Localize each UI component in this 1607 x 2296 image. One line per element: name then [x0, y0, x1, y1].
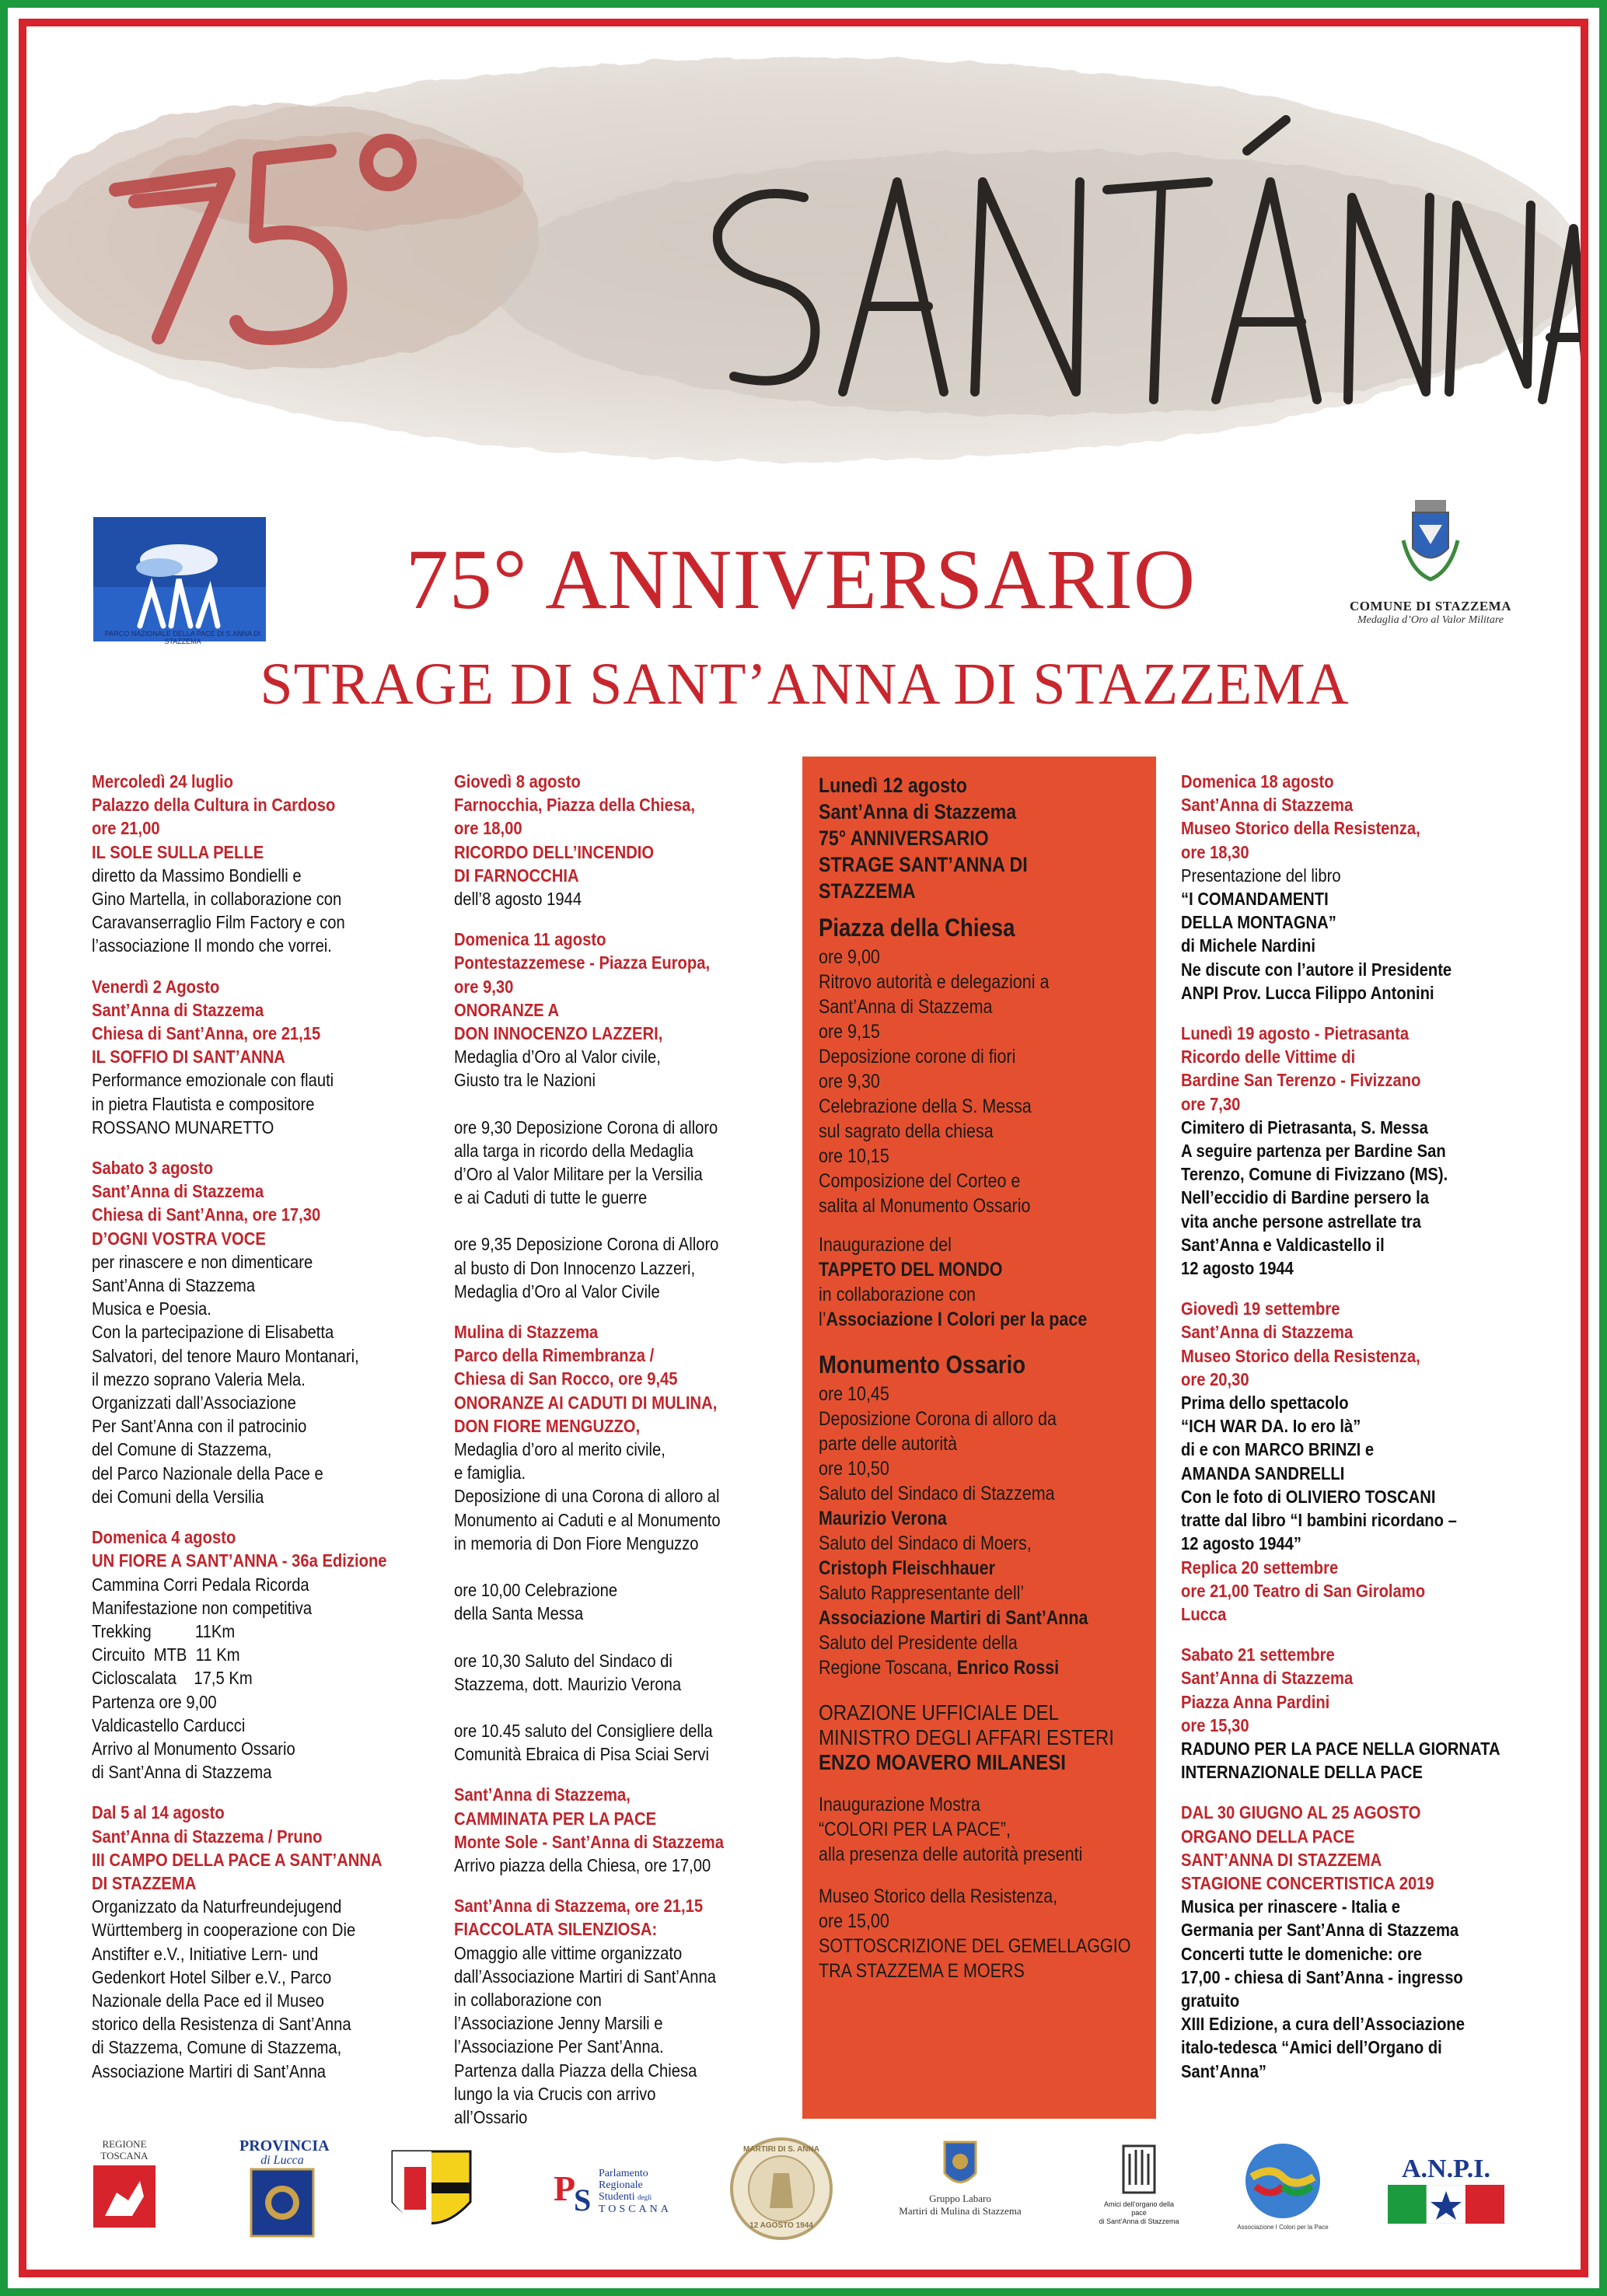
- event-text: Stazzema, dott. Maurizio Verona: [454, 1673, 682, 1694]
- program-line: Museo Storico della Resistenza,: [819, 1885, 1058, 1907]
- martiri-seal: [727, 2134, 836, 2243]
- event-title: CAMMINATA PER LA PACE: [454, 1808, 657, 1829]
- event-text: RADUNO PER LA PACE NELLA GIORNATA: [1181, 1738, 1500, 1759]
- event-text: Manifestazione non competitiva: [92, 1597, 313, 1618]
- event-title: UN FIORE A SANT’ANNA - 36a Edizione: [92, 1550, 387, 1571]
- program-line: ore 10,15: [819, 1145, 889, 1167]
- event-text: XIII Edizione, a cura dell’Associazione: [1181, 2014, 1466, 2035]
- event-24-luglio: [92, 770, 426, 958]
- event-text: ore 10,30 Saluto del Sindaco di: [454, 1650, 672, 1671]
- event-text: DELLA MONTAGNA”: [1181, 912, 1336, 933]
- prs-mark-icon: [552, 2158, 599, 2220]
- event-date: Lunedì 19 agosto - Pietrasanta: [1181, 1023, 1410, 1044]
- event-text: ore 10.45 saluto del Consigliere della: [454, 1720, 713, 1741]
- event-text: del Parco Nazionale della Pace e: [92, 1463, 323, 1483]
- event-title: DAL 30 GIUGNO AL 25 AGOSTO: [1181, 1802, 1421, 1823]
- event-text: Partenza ore 9,00: [92, 1691, 217, 1712]
- event-text: Sant’Anna”: [1181, 2060, 1267, 2081]
- event-text: di Stazzema, Comune di Stazzema,: [92, 2037, 342, 2058]
- event-text: Con le foto di OLIVIERO TOSCANI: [1181, 1486, 1436, 1507]
- event-4-agosto: [92, 1525, 426, 1784]
- program-line: Saluto del Presidente della: [819, 1632, 1018, 1654]
- park-logo-caption: PARCO NAZIONALE DELLA PACE DI S.ANNA DI STAZZEMA: [104, 630, 261, 645]
- event-place: Sant’Anna di Stazzema,: [454, 1784, 631, 1805]
- event-text: gratuito: [1181, 1990, 1240, 2011]
- event-time: ore 20,30: [1181, 1368, 1249, 1389]
- event-place: Chiesa di San Rocco, ore 9,45: [454, 1368, 678, 1389]
- comune-name: COMUNE DI STAZZEMA: [1350, 599, 1511, 613]
- program-line: ore 15,00: [819, 1910, 889, 1932]
- stazzema-crest-icon: [389, 2147, 474, 2241]
- program-line: ore 10,45: [819, 1383, 889, 1405]
- event-text: Associazione Martiri di Sant’Anna: [92, 2060, 327, 2081]
- event-text: Medaglia d’Oro al Valor Civile: [454, 1281, 660, 1302]
- event-text: in collaborazione con: [454, 1989, 602, 2010]
- event-text: Per Sant’Anna con il patrocinio: [92, 1416, 307, 1437]
- logo-label: Martiri di Mulina di Stazzema: [899, 2205, 1022, 2217]
- event-text: Cammina Corri Pedala Ricorda: [92, 1574, 309, 1595]
- event-text: Deposizione di una Corona di alloro al: [454, 1486, 720, 1507]
- event-date: Dal 5 al 14 agosto: [92, 1802, 225, 1823]
- event-3-agosto: [92, 1156, 426, 1508]
- event-text: Nazionale della Pace ed il Museo: [92, 1990, 324, 2011]
- program-line: Celebrazione della S. Messa: [819, 1096, 1032, 1117]
- event-title: ORGANO DELLA PACE: [1181, 1826, 1355, 1847]
- event-text: 17,00 - chiesa di Sant’Anna - ingresso: [1181, 1966, 1463, 1987]
- comune-medal-line: Medaglia d’Oro al Valor Militare: [1357, 614, 1504, 626]
- program-heading: 75° ANNIVERSARIO: [819, 826, 989, 850]
- event-text: Omaggio alle vittime organizzato: [454, 1942, 683, 1963]
- event-text: ore 9,30 Deposizione Corona di alloro: [454, 1117, 718, 1138]
- seal-text: 12 AGOSTO 1944: [749, 2221, 813, 2230]
- event-place: Sant’Anna di Stazzema / Pruno: [92, 1826, 323, 1847]
- colori-pace-logo: [1228, 2138, 1337, 2239]
- event-date: Mercoledì 24 luglio: [92, 771, 233, 792]
- program-line: Inaugurazione del: [819, 1234, 952, 1256]
- associazione-martiri: Associazione Martiri di Sant’Anna: [819, 1607, 1088, 1629]
- replica-line: Replica 20 settembre: [1181, 1557, 1339, 1578]
- event-text: Musica e Poesia.: [92, 1298, 211, 1319]
- event-time: ore 7,30: [1181, 1093, 1241, 1114]
- event-text: ore 10,00 Celebrazione: [454, 1580, 618, 1601]
- event-title: ONORANZE AI CADUTI DI MULINA,: [454, 1392, 718, 1413]
- event-time: ore 18,30: [1181, 841, 1249, 862]
- program-line: ore 9,30: [819, 1071, 880, 1092]
- event-text: del Comune di Stazzema,: [92, 1439, 272, 1460]
- program-line: parte delle autorità: [819, 1433, 958, 1455]
- event-place: Sant’Anna di Stazzema: [92, 1181, 264, 1202]
- program-line: Deposizione corone di fiori: [819, 1046, 1016, 1068]
- minister-name: ENZO MOAVERO MILANESI: [819, 1750, 1066, 1774]
- program-line: ore 9,00: [819, 946, 880, 968]
- event-place: Museo Storico della Resistenza,: [1181, 818, 1420, 839]
- event-text: 12 agosto 1944”: [1181, 1533, 1302, 1554]
- event-text: A seguire partenza per Bardine San: [1181, 1141, 1446, 1162]
- logo-label: PROVINCIA: [239, 2137, 330, 2154]
- parco-pace-logo: [93, 517, 266, 641]
- program-line: TRA STAZZEMA E MOERS: [819, 1960, 1025, 1982]
- event-text: al busto di Don Innocenzo Lazzeri,: [454, 1257, 696, 1278]
- svg-text:S: S: [574, 2182, 592, 2217]
- event-date: Domenica 4 agosto: [92, 1527, 236, 1548]
- event-text: italo-tedesca “Amici dell’Organo di: [1181, 2037, 1442, 2058]
- spacer: [454, 1209, 788, 1232]
- event-title: SANT’ANNA DI STAZZEMA: [1181, 1849, 1382, 1870]
- event-18-agosto: [1181, 770, 1515, 1005]
- event-text: in pietra Flautista e compositore: [92, 1093, 315, 1114]
- anniversary-program: [819, 772, 1140, 1983]
- event-title: III CAMPO DELLA PACE A SANT’ANNA: [92, 1849, 383, 1870]
- event-text: di e con MARCO BRINZI e: [1181, 1439, 1375, 1460]
- event-text: Anstifter e.V., Initiative Lern- und: [92, 1943, 319, 1964]
- program-line: Saluto Rappresentante dell’: [819, 1582, 1025, 1604]
- event-text: di Michele Nardini: [1181, 935, 1315, 956]
- event-5-14-agosto: [92, 1801, 426, 2082]
- event-text: Monumento ai Caduti e al Monumento: [454, 1509, 721, 1530]
- associazione-colori-pace: Associazione I Colori per la pace: [826, 1309, 1088, 1330]
- event-title: IL SOFFIO DI SANT’ANNA: [92, 1047, 285, 1068]
- logo-label: Gruppo Labaro: [929, 2193, 991, 2204]
- event-text: dall’Associazione Martiri di Sant’Anna: [454, 1966, 716, 1987]
- program-line: l’: [819, 1309, 826, 1330]
- event-date: Giovedì 8 agosto: [454, 771, 581, 792]
- event-time: ore 21,00: [92, 818, 160, 839]
- seal-text: MARTIRI DI S. ANNA: [743, 2145, 819, 2154]
- event-8-agosto: [454, 770, 788, 910]
- anpi-label: A.N.P.I.: [1402, 2154, 1490, 2183]
- replica-line: ore 21,00 Teatro di San Girolamo: [1181, 1580, 1426, 1601]
- event-title: FIACCOLATA SILENZIOSA:: [454, 1919, 658, 1940]
- event-text: vita anche persone astrellate tra: [1181, 1211, 1421, 1232]
- event-text: Arrivo al Monumento Ossario: [92, 1738, 295, 1759]
- provincia-shield-icon: [239, 2168, 325, 2238]
- event-date: Sabato 3 agosto: [92, 1158, 214, 1179]
- program-line: ore 10,50: [819, 1458, 889, 1480]
- event-title: RICORDO DELL’INCENDIO: [454, 841, 655, 862]
- event-time: ore 15,30: [1181, 1714, 1249, 1735]
- event-text: all’Ossario: [454, 2106, 528, 2127]
- logo-label: REGIONE: [102, 2138, 147, 2150]
- logo-label: TOSCANA: [100, 2150, 148, 2161]
- spacer: [454, 1626, 788, 1649]
- event-place: Chiesa di Sant’Anna, ore 21,15: [92, 1023, 321, 1044]
- event-place: Ricordo delle Vittime di: [1181, 1047, 1356, 1068]
- event-title: DON INNOCENZO LAZZERI,: [454, 1023, 663, 1044]
- event-place: Farnocchia, Piazza della Chiesa,: [454, 795, 696, 816]
- event-place: Sant’Anna di Stazzema: [1181, 1322, 1354, 1343]
- section-piazza-chiesa: Piazza della Chiesa: [819, 914, 1015, 942]
- event-text: Circuito MTB 11 Km: [92, 1644, 240, 1665]
- event-place: Sant’Anna di Stazzema: [92, 999, 264, 1020]
- spacer: [454, 1696, 788, 1719]
- event-date: Sabato 21 settembre: [1181, 1644, 1335, 1665]
- event-text: Organizzato da Naturfreundejugend: [92, 1896, 342, 1917]
- program-line: in collaborazione con: [819, 1284, 976, 1305]
- event-text: diretto da Massimo Bondielli e: [92, 865, 302, 886]
- sindaco-moers-name: Cristoph Fleischhauer: [819, 1557, 995, 1579]
- event-text: l’Associazione Jenny Marsili e: [454, 2013, 663, 2034]
- event-text: Performance emozionale con flauti: [92, 1070, 334, 1091]
- event-place: Sant’Anna di Stazzema, ore 21,15: [454, 1896, 704, 1917]
- event-text: Sant’Anna e Valdicastello il: [1181, 1234, 1385, 1255]
- program-line: Ritrovo autorità e delegazioni a: [819, 971, 1050, 993]
- tricolore-flag-icon: [1388, 2185, 1504, 2224]
- event-text: di Sant’Anna di Stazzema: [92, 1762, 272, 1783]
- event-place: Mulina di Stazzema: [454, 1322, 599, 1343]
- tappeto-del-mondo: TAPPETO DEL MONDO: [819, 1259, 1003, 1281]
- event-text: ANPI Prov. Lucca Filippo Antonini: [1181, 982, 1434, 1003]
- events-column-2: [454, 770, 788, 2146]
- event-date: Giovedì 19 settembre: [1181, 1298, 1340, 1319]
- organ-icon: [1116, 2138, 1162, 2200]
- event-text: Cimitero di Pietrasanta, S. Messa: [1181, 1117, 1428, 1138]
- event-title: STAGIONE CONCERTISTICA 2019: [1181, 1872, 1434, 1893]
- page-title: 75° ANNIVERSARIO: [405, 532, 1197, 627]
- event-text: Organizzati dall’Associazione: [92, 1393, 296, 1414]
- event-text: Prima dello spettacolo: [1181, 1393, 1349, 1414]
- replica-line: Lucca: [1181, 1603, 1227, 1624]
- event-text: Ne discute con l’autore il Presidente: [1181, 959, 1452, 980]
- labaro-shield-icon: [937, 2138, 983, 2193]
- event-text: Concerti tutte le domeniche: ore: [1181, 1943, 1422, 1964]
- event-text: Giusto tra le Nazioni: [454, 1070, 596, 1091]
- event-place: Sant’Anna di Stazzema: [1181, 795, 1354, 816]
- program-line: alla presenza delle autorità presenti: [819, 1843, 1083, 1865]
- event-text: in memoria di Don Fiore Menguzzo: [454, 1532, 699, 1553]
- event-date: Venerdì 2 Agosto: [92, 976, 220, 997]
- event-place: Monte Sole - Sant’Anna di Stazzema: [454, 1831, 724, 1852]
- event-text: 12 agosto 1944: [1181, 1258, 1294, 1279]
- comune-crest-icon: [1396, 494, 1466, 595]
- event-place: Museo Storico della Resistenza,: [1181, 1345, 1420, 1366]
- event-text: alla targa in ricordo della Medaglia: [454, 1140, 693, 1161]
- event-place: Palazzo della Cultura in Cardoso: [92, 795, 336, 816]
- event-text: Partenza dalla Piazza della Chiesa: [454, 2060, 697, 2081]
- event-text: Cicloscalata 17,5 Km: [92, 1668, 253, 1689]
- event-mulina: [454, 1320, 788, 1766]
- logo-label: Parlamento: [599, 2168, 648, 2179]
- event-text: Medaglia d’Oro al Valor civile,: [454, 1047, 661, 1068]
- event-place: Piazza Anna Pardini: [1181, 1691, 1330, 1712]
- event-date: Domenica 11 agosto: [454, 929, 606, 950]
- program-heading: STAZZEMA: [819, 879, 916, 903]
- event-19-settembre: [1181, 1297, 1515, 1626]
- event-text: tratte dal libro “I bambini ricordano –: [1181, 1510, 1457, 1531]
- event-text: l’associazione Il mondo che vorrei.: [92, 935, 332, 956]
- event-text: ore 9,35 Deposizione Corona di Alloro: [454, 1234, 719, 1255]
- event-text: Caravanserraglio Film Factory e con: [92, 912, 345, 933]
- amici-organo-logo: [1096, 2138, 1182, 2239]
- event-text: Sant’Anna di Stazzema: [92, 1275, 256, 1296]
- event-text: e famiglia.: [454, 1463, 526, 1483]
- event-title: DI STAZZEMA: [92, 1872, 197, 1893]
- event-text: dei Comuni della Versilia: [92, 1486, 264, 1507]
- event-text: Comunità Ebraica di Pisa Sciai Servi: [454, 1744, 709, 1765]
- sindaco-name: Maurizio Verona: [819, 1508, 947, 1529]
- svg-text:P: P: [554, 2168, 576, 2208]
- program-heading: Lunedì 12 agosto: [819, 774, 967, 797]
- event-place: Sant’Anna di Stazzema: [1181, 1668, 1354, 1689]
- event-19-agosto: [1181, 1022, 1515, 1280]
- event-text: lungo la via Crucis con arrivo: [454, 2083, 656, 2104]
- program-line: Deposizione Corona di alloro da: [819, 1408, 1057, 1430]
- program-line: Inaugurazione Mostra: [819, 1794, 980, 1815]
- anpi-logo: [1388, 2138, 1504, 2239]
- event-text: dell’8 agosto 1944: [454, 889, 582, 910]
- event-text: Medaglia d’oro al merito civile,: [454, 1439, 666, 1460]
- event-text: Presentazione del libro: [1181, 865, 1341, 886]
- event-2-agosto: [92, 975, 426, 1139]
- oration-line: MINISTRO DEGLI AFFARI ESTERI: [819, 1725, 1114, 1749]
- event-text: Germania per Sant’Anna di Stazzema: [1181, 1920, 1459, 1941]
- regione-toscana-logo: [89, 2138, 159, 2239]
- program-line: Regione Toscana,: [819, 1657, 957, 1679]
- logo-label: Studenti: [599, 2191, 635, 2203]
- logo-label: degli: [638, 2193, 652, 2201]
- logo-label: TOSCANA: [599, 2203, 672, 2215]
- event-11-agosto: [454, 928, 788, 1303]
- event-text: Trekking 11Km: [92, 1620, 236, 1641]
- oration-line: ORAZIONE UFFICIALE DEL: [819, 1700, 1060, 1725]
- event-date: Domenica 18 agosto: [1181, 771, 1334, 792]
- event-text: “ICH WAR DA. Io ero là”: [1181, 1416, 1361, 1437]
- event-title: DI FARNOCCHIA: [454, 865, 579, 886]
- event-place: Bardine San Terenzo - Fivizzano: [1181, 1070, 1421, 1091]
- spacer: [454, 1555, 788, 1578]
- event-time: ore 9,30: [454, 976, 514, 997]
- event-text: il mezzo soprano Valeria Mela.: [92, 1368, 306, 1389]
- event-title: DON FIORE MENGUZZO,: [454, 1415, 641, 1436]
- event-text: INTERNAZIONALE DELLA PACE: [1181, 1762, 1424, 1783]
- hero-painting: [26, 26, 1581, 524]
- event-text: storico della Resistenza di Sant’Anna: [92, 2014, 351, 2035]
- event-title: IL SOLE SULLA PELLE: [92, 841, 264, 862]
- program-line: ore 9,15: [819, 1021, 880, 1043]
- event-text: l’Associazione Per Sant’Anna.: [454, 2036, 664, 2057]
- program-line: Composizione del Corteo e: [819, 1170, 1021, 1192]
- globe-hands-icon: [1240, 2138, 1326, 2224]
- event-text: Valdicastello Carducci: [92, 1714, 246, 1735]
- event-text: ROSSANO MUNARETTO: [92, 1117, 274, 1138]
- event-place: Pontestazzemese - Piazza Europa,: [454, 952, 711, 973]
- program-line: salita al Monumento Ossario: [819, 1195, 1031, 1217]
- event-text: Württemberg in cooperazione con Die: [92, 1920, 356, 1941]
- events-column-1: [92, 770, 426, 2100]
- parlamento-studenti-logo: [552, 2138, 672, 2239]
- program-line: “COLORI PER LA PACE”,: [819, 1819, 1011, 1840]
- event-camminata: [454, 1783, 788, 1877]
- event-text: Nell’eccidio di Bardine persero la: [1181, 1187, 1429, 1208]
- event-title: ONORANZE A: [454, 999, 560, 1020]
- logo-label: di Sant’Anna di Stazzema: [1099, 2217, 1179, 2225]
- event-text: Gedenkort Hotel Silber e.V., Parco: [92, 1966, 332, 1987]
- logo-label: Regionale: [599, 2179, 643, 2191]
- program-line: Saluto del Sindaco di Stazzema: [819, 1483, 1055, 1504]
- presidente-name: Enrico Rossi: [956, 1657, 1060, 1679]
- page-subtitle: STRAGE DI SANT’ANNA DI STAZZEMA: [260, 652, 1350, 717]
- event-text: Salvatori, del tenore Mauro Montanari,: [92, 1345, 359, 1366]
- event-time: ore 18,00: [454, 818, 522, 839]
- pegasus-icon: [89, 2161, 159, 2231]
- gruppo-labaro-logo: [894, 2138, 1026, 2239]
- event-fiaccolata: [454, 1894, 788, 2129]
- program-heading: Sant’Anna di Stazzema: [819, 800, 1017, 823]
- program-line: SOTTOSCRIZIONE DEL GEMELLAGGIO: [819, 1935, 1131, 1957]
- event-text: AMANDA SANDRELLI: [1181, 1463, 1345, 1483]
- program-heading: STRAGE SANT’ANNA DI: [819, 853, 1028, 876]
- event-text: Gino Martella, in collaborazione con: [92, 889, 342, 910]
- spacer: [454, 1092, 788, 1116]
- event-text: Terenzo, Comune di Fivizzano (MS).: [1181, 1164, 1448, 1185]
- provincia-lucca-logo: [239, 2137, 330, 2239]
- event-text: Con la partecipazione di Elisabetta: [92, 1322, 334, 1343]
- event-place: Parco della Rimembranza /: [454, 1345, 655, 1366]
- section-monumento-ossario: Monumento Ossario: [819, 1351, 1026, 1379]
- program-line: Sant’Anna di Stazzema: [819, 996, 993, 1018]
- event-text: e ai Caduti di tutte le guerre: [454, 1187, 648, 1208]
- program-line: sul sagrato della chiesa: [819, 1120, 994, 1142]
- logo-label: Amici dell’organo della pace: [1103, 2200, 1175, 2217]
- event-text: della Santa Messa: [454, 1603, 584, 1624]
- event-text: Arrivo piazza della Chiesa, ore 17,00: [454, 1854, 711, 1875]
- event-text: Musica per rinascere - Italia e: [1181, 1896, 1400, 1917]
- event-21-settembre: [1181, 1643, 1515, 1784]
- event-text: per rinascere e non dimenticare: [92, 1251, 313, 1272]
- program-line: Saluto del Sindaco di Moers,: [819, 1532, 1032, 1554]
- events-column-4: [1181, 770, 1515, 2100]
- event-place: Chiesa di Sant’Anna, ore 17,30: [92, 1204, 321, 1225]
- event-text: “I COMANDAMENTI: [1181, 889, 1329, 910]
- logo-label: di Lucca: [260, 2154, 304, 2167]
- event-text: d’Oro al Valor Militare per la Versilia: [454, 1164, 703, 1185]
- logo-label: Associazione I Colori per la Pace: [1237, 2224, 1329, 2231]
- event-organo-pace: [1181, 1801, 1515, 2082]
- event-title: D’OGNI VOSTRA VOCE: [92, 1228, 266, 1249]
